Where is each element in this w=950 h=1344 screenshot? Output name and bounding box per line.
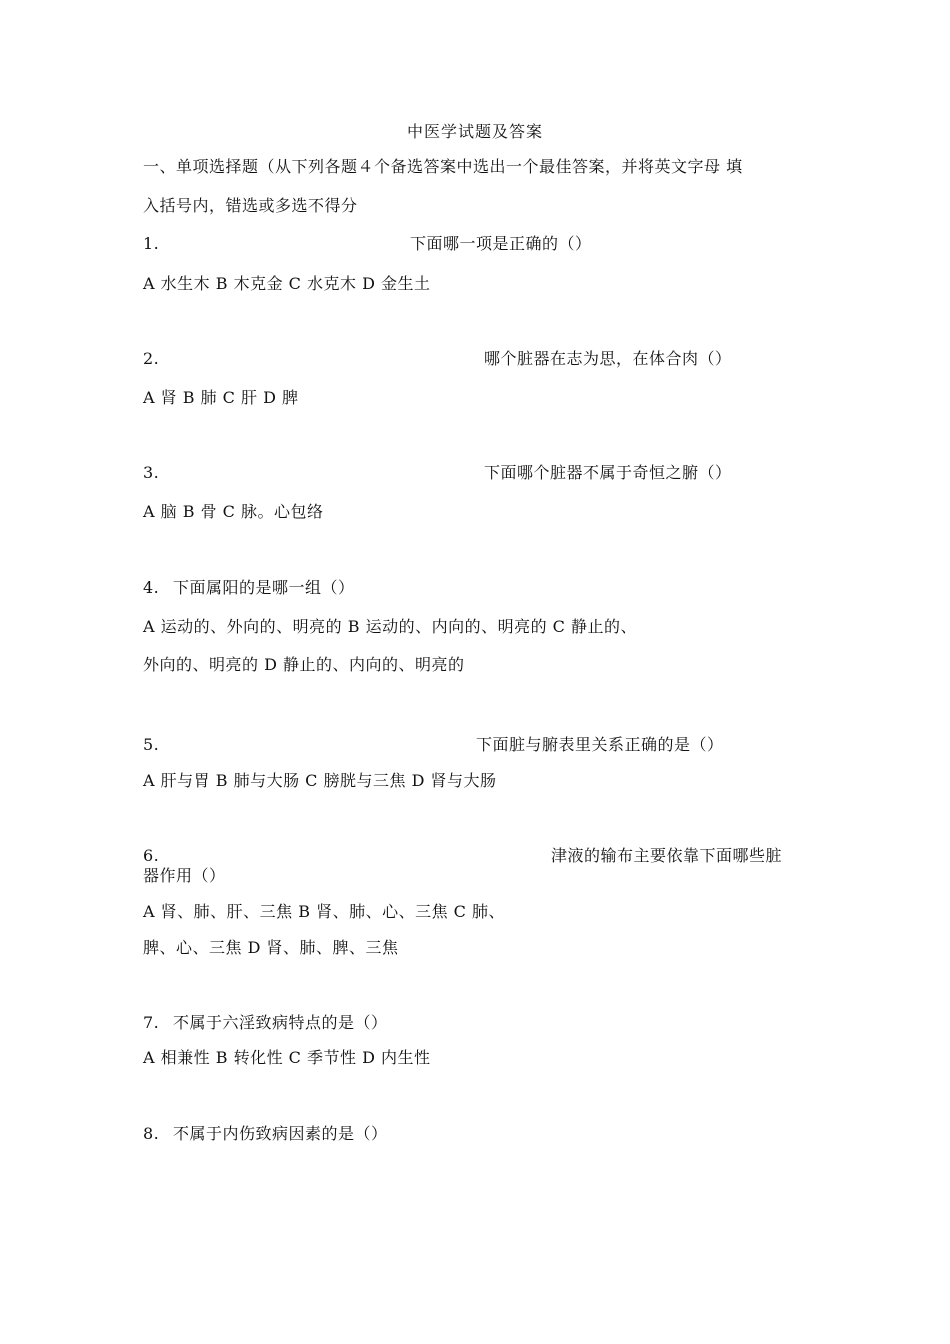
question-options: A 水生木 B 木克金 C 水克木 D 金生土 — [143, 274, 431, 293]
question-options-line-1: A 运动的、外向的、明亮的 B 运动的、内向的、明亮的 C 静止的、 — [143, 617, 637, 636]
question-stem: 下面哪一项是正确的（） — [410, 234, 592, 253]
question-number: 7. — [143, 1013, 160, 1032]
question-stem: 下面哪个脏器不属于奇恒之腑（） — [484, 463, 732, 482]
section-heading-line-1: 一、单项选择题（从下列各题４个备选答案中选出一个最佳答案，并将英文字母 填 — [143, 157, 743, 176]
question-options: A 肝与胃 B 肺与大肠 C 膀胱与三焦 D 肾与大肠 — [143, 771, 497, 790]
question-options-line-1: A 肾、肺、肝、三焦 B 肾、肺、心、三焦 C 肺、 — [143, 902, 505, 921]
question-options-line-2: 外向的、明亮的 D 静止的、内向的、明亮的 — [143, 655, 465, 674]
question-stem: 津液的输布主要依靠下面哪些脏 — [551, 846, 783, 865]
question-number: 8. — [143, 1124, 160, 1143]
question-options-line-2: 脾、心、三焦 D 肾、肺、脾、三焦 — [143, 938, 399, 957]
question-number: 3. — [143, 463, 160, 482]
question-number: 2. — [143, 349, 160, 368]
question-stem: 下面脏与腑表里关系正确的是（） — [476, 735, 724, 754]
question-stem: 不属于六淫致病特点的是（） — [173, 1013, 388, 1032]
question-number: 5. — [143, 735, 160, 754]
question-stem: 哪个脏器在志为思，在体合肉（） — [484, 349, 732, 368]
question-options: A 相兼性 B 转化性 C 季节性 D 内生性 — [143, 1048, 431, 1067]
section-heading-line-2: 入括号内，错选或多选不得分 — [143, 196, 358, 215]
question-stem: 不属于内伤致病因素的是（） — [173, 1124, 388, 1143]
document-title: 中医学试题及答案 — [406, 122, 543, 141]
question-number: 6. — [143, 846, 160, 865]
question-options: A 肾 B 肺 C 肝 D 脾 — [143, 388, 299, 407]
question-options: A 脑 B 骨 C 脉。心包络 — [143, 502, 324, 521]
question-stem: 下面属阳的是哪一组（） — [173, 578, 355, 597]
question-number: 4. — [143, 578, 160, 597]
question-stem-continued: 器作用（） — [143, 866, 226, 885]
question-number: 1. — [143, 234, 160, 253]
